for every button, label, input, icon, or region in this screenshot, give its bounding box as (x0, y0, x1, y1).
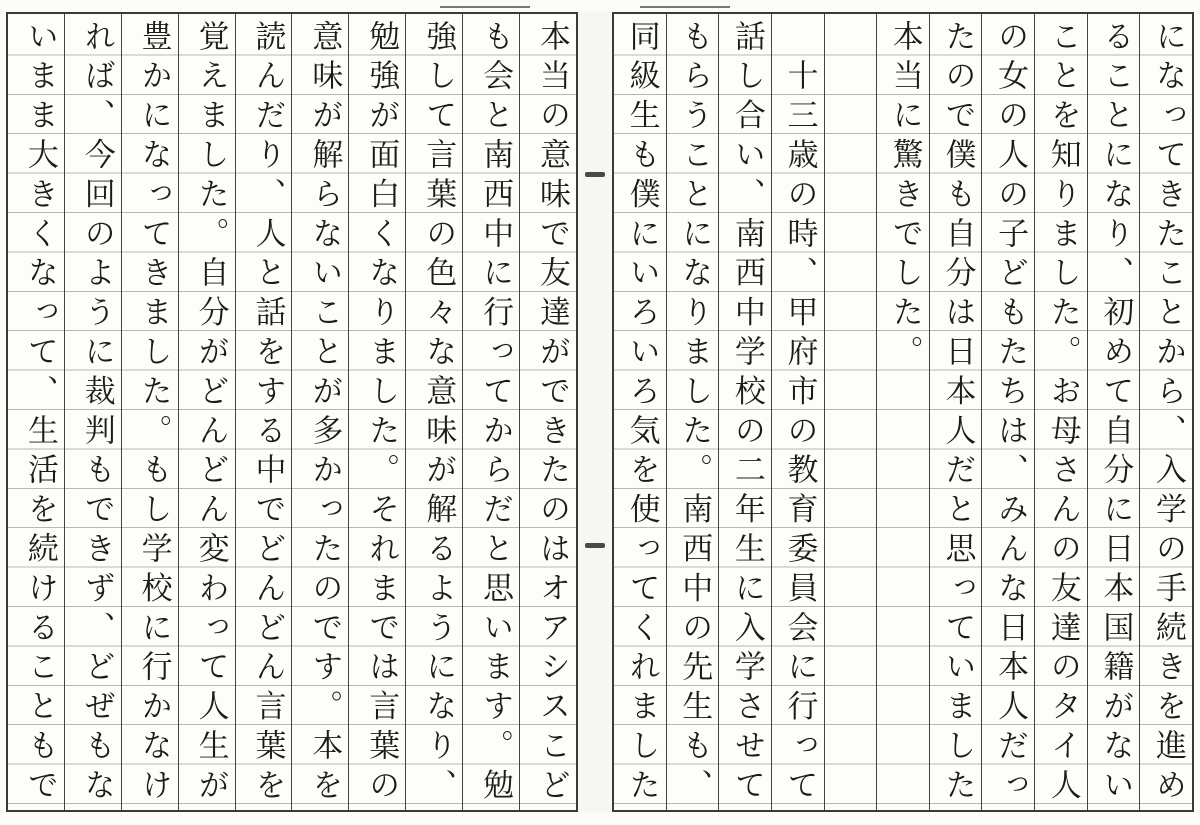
column-text: の女の人の子どもたちは、みんな日本人だっ (992, 20, 1029, 808)
manuscript-column (519, 14, 576, 810)
manuscript-column (178, 14, 235, 810)
manuscript-column (462, 14, 519, 810)
column-text: いまま大きくなって、生活を続けることもで (21, 20, 58, 808)
binding-gutter (578, 12, 612, 812)
manuscript-column (1087, 14, 1140, 810)
binding-mark (585, 543, 605, 548)
column-text: 豊かになってきました。もし学校に行かなけ (135, 20, 172, 808)
manuscript-column (614, 14, 666, 810)
manuscript-column (8, 14, 64, 810)
column-text: 話し合い、南西中学校の二年生に入学させて (728, 20, 765, 808)
column-text: になってきたことから、入学の手続きを進め (1150, 20, 1186, 808)
column-text: 勉強が面白くなりました。それまでは言葉の (363, 20, 400, 808)
manuscript-column-blank (824, 14, 877, 810)
left-page (6, 12, 578, 812)
manuscript-column (121, 14, 178, 810)
column-text (825, 14, 877, 20)
column-text: 読んだり、人と話をする中でどんどん言葉を (249, 20, 286, 808)
manuscript-column (771, 14, 824, 810)
column-text: ることになり、初めて自分に日本国籍がない (1097, 20, 1134, 808)
right-page (612, 12, 1194, 812)
manuscript-column (64, 14, 121, 810)
binding-mark (585, 172, 605, 177)
column-text: 本当に驚きでした。 (886, 20, 923, 375)
manuscript-column (666, 14, 719, 810)
column-text: ことを知りました。お母さんの友達のタイ人 (1044, 20, 1081, 808)
column-text: たので僕も自分は日本人だと思っていました (939, 20, 976, 808)
manuscript-column (235, 14, 292, 810)
column-text: れば、今回のように裁判もできず、どぜもな (78, 20, 115, 808)
manuscript-column (1034, 14, 1087, 810)
column-text: 本当の意味で友達ができたのはオアシスこど (534, 20, 570, 808)
column-text: 十三歳の時、甲府市の教育委員会に行って (781, 20, 818, 808)
column-text: 強して言葉の色々な意味が解るようになり、 (420, 20, 457, 808)
manuscript-column (405, 14, 462, 810)
column-text: もらうことになりました。南西中の先生も、 (676, 20, 713, 808)
manuscript-column (1139, 14, 1192, 810)
manuscript-column (718, 14, 771, 810)
column-text: も会と南西中に行ってからだと思います。勉 (477, 20, 514, 808)
manuscript-column (981, 14, 1034, 810)
manuscript-column (876, 14, 929, 810)
manuscript-column (929, 14, 982, 810)
manuscript-column (291, 14, 348, 810)
column-text: 意味が解らないことが多かったのです。本を (306, 20, 343, 808)
column-text: 同級生も僕にいろいろ気を使ってくれました (623, 20, 660, 808)
column-text: 覚えました。自分がどんどん変わって人生が (192, 20, 229, 808)
manuscript-column (348, 14, 405, 810)
